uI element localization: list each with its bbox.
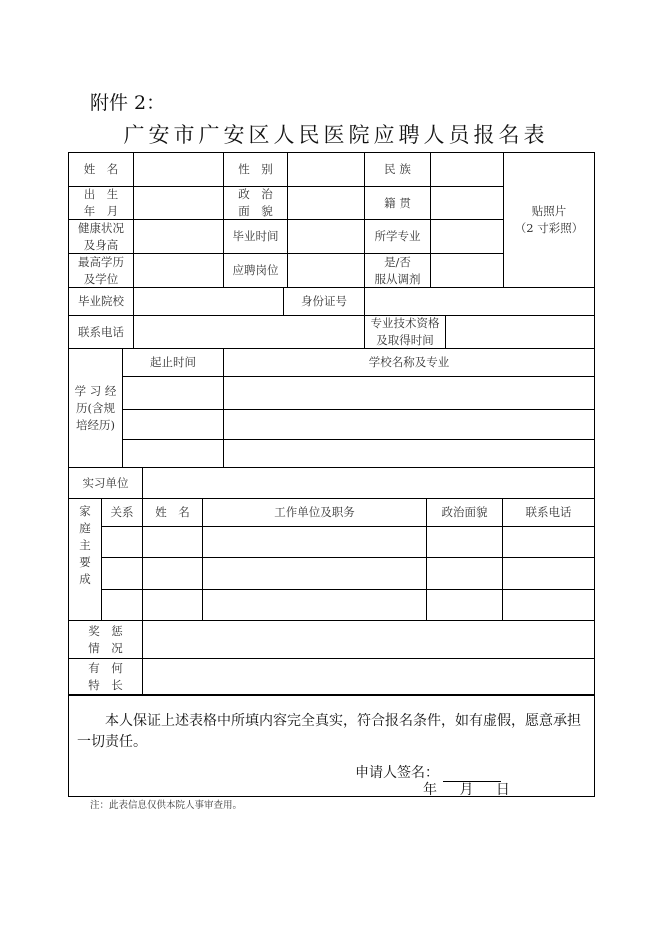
label-phone: 联系电话 [68,315,134,349]
header-period: 起止时间 [122,348,224,377]
header-phone: 联系电话 [502,498,595,527]
internship-field[interactable] [142,467,595,499]
label-political: 政 治 面 貌 [223,186,288,220]
label-adjust: 是/否 服从调剂 [364,253,431,288]
school-major-field-1[interactable] [223,376,595,410]
label-degree: 最高学历 及学位 [68,253,134,288]
label-school: 毕业院校 [68,287,134,316]
label-qualification: 专业技术资格 及取得时间 [364,315,446,349]
gender-field[interactable] [287,152,365,187]
family-relation-field-3[interactable] [101,589,143,621]
label-grad-time: 毕业时间 [223,219,288,254]
label-health: 健康状况 及身高 [68,219,134,254]
period-field-3[interactable] [122,439,224,468]
rewards-field[interactable] [142,620,595,659]
label-major: 所学专业 [364,219,431,254]
school-major-field-3[interactable] [223,439,595,468]
declaration-text: 本人保证上述表格中所填内容完全真实，符合报名条件，如有虚假，愿意承担一切责任。 [77,713,581,750]
form-title: 广安市广安区人民医院应聘人员报名表 [123,123,549,147]
label-rewards: 奖 惩 情 况 [68,620,143,659]
period-field-1[interactable] [122,376,224,410]
family-relation-field-2[interactable] [101,557,143,590]
label-birth: 出 生 年 月 [68,186,134,220]
phone-field[interactable] [133,315,365,349]
label-name: 姓 名 [68,152,134,187]
header-name: 姓 名 [142,498,203,527]
label-internship: 实习单位 [68,467,143,499]
label-native: 籍 贯 [364,186,431,220]
label-study-history: 学 习 经 历(含规 培经历) [68,348,123,468]
label-id-no: 身份证号 [283,287,365,316]
attachment-label: 附件 2： [90,92,166,114]
family-relation-field-1[interactable] [101,526,143,558]
photo-box: 贴照片 （2 寸彩照） [503,152,595,288]
degree-field[interactable] [133,253,224,288]
family-political-field-3[interactable] [426,589,503,621]
birth-field[interactable] [133,186,224,220]
label-ethnicity: 民 族 [364,152,431,187]
family-political-field-1[interactable] [426,526,503,558]
label-specialty: 有 何 特 长 [68,658,143,696]
declaration-section [68,694,595,797]
family-work-unit-field-2[interactable] [202,557,427,590]
family-name-field-2[interactable] [142,557,203,590]
date-label: 年 月 日 [423,782,510,798]
ethnicity-field[interactable] [430,152,504,187]
health-field[interactable] [133,219,224,254]
header-school-major: 学校名称及专业 [223,348,595,377]
id-no-field[interactable] [364,287,595,316]
position-field[interactable] [287,253,365,288]
family-name-field-1[interactable] [142,526,203,558]
family-political-field-2[interactable] [426,557,503,590]
header-work-unit: 工作单位及职务 [202,498,427,527]
school-major-field-2[interactable] [223,409,595,440]
label-family: 家 庭 主 要 成 [68,498,102,621]
family-work-unit-field-1[interactable] [202,526,427,558]
native-field[interactable] [430,186,504,220]
header-relation: 关系 [101,498,143,527]
family-name-field-3[interactable] [142,589,203,621]
family-phone-field-3[interactable] [502,589,595,621]
adjust-field[interactable] [430,253,504,288]
signature-label: 申请人签名： [355,765,439,781]
name-field[interactable] [133,152,224,187]
major-field[interactable] [430,219,504,254]
political-field[interactable] [287,186,365,220]
family-phone-field-1[interactable] [502,526,595,558]
label-gender: 性 别 [223,152,288,187]
header-political: 政治面貌 [426,498,503,527]
period-field-2[interactable] [122,409,224,440]
family-phone-field-2[interactable] [502,557,595,590]
footnote: 注：此表信息仅供本院人事审查用。 [90,800,243,811]
label-position: 应聘岗位 [223,253,288,288]
qualification-field[interactable] [445,315,595,349]
family-work-unit-field-3[interactable] [202,589,427,621]
grad-time-field[interactable] [287,219,365,254]
school-field[interactable] [133,287,284,316]
specialty-field[interactable] [142,658,595,696]
